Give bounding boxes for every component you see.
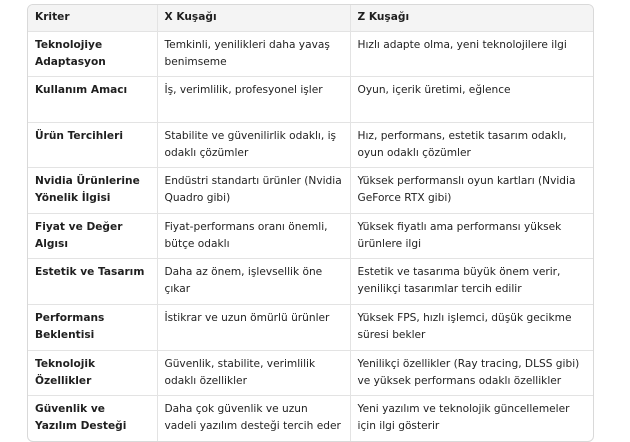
z-generation-cell: Yeni yazılım ve teknolojik güncellemeler için ilgi gösterir bbox=[357, 403, 570, 433]
z-generation-cell: Hız, performans, estetik tasarım odaklı, oyun odaklı çözümler bbox=[350, 122, 593, 168]
table-row bbox=[28, 213, 593, 259]
table-row bbox=[28, 259, 593, 305]
z-generation-cell: Yüksek performanslı oyun kartları (Nvidia GeForce RTX gibi) bbox=[350, 168, 593, 214]
z-generation-cell: Yüksek FPS, hızlı işlemci, düşük gecikme süresi bekler bbox=[350, 305, 593, 351]
table-row bbox=[28, 77, 593, 123]
criterion-cell: Fiyat ve Değer Algısı bbox=[28, 213, 157, 259]
table-row bbox=[28, 350, 593, 396]
z-generation-cell: Yüksek fiyatlı ama performansı yüksek ürünlere ilgi bbox=[350, 213, 593, 259]
z-generation-cell: Hızlı adapte olma, yeni teknolojilere ilgi bbox=[350, 31, 593, 77]
comparison-table-container bbox=[27, 4, 594, 442]
criterion-cell: Teknolojik Özellikler bbox=[28, 350, 157, 396]
x-generation-cell: Fiyat-performans oranı önemli, bütçe odaklı bbox=[157, 213, 350, 259]
z-generation-cell: Yenilikçi özellikler (Ray tracing, DLSS gibi) ve yüksek performans odaklı özellikler bbox=[350, 350, 593, 396]
table-header-row bbox=[28, 5, 593, 31]
header-x-kusagi: X Kuşağı bbox=[157, 5, 350, 31]
criterion-cell: Güvenlik ve Yazılım Desteği bbox=[28, 396, 157, 442]
x-generation-cell: Temkinli, yenilikleri daha yavaş benimseme bbox=[157, 31, 350, 77]
table-row bbox=[28, 31, 593, 77]
x-generation-cell: Stabilite ve güvenilirlik odaklı, iş odaklı çözümler bbox=[157, 122, 350, 168]
table-row bbox=[28, 122, 593, 168]
x-generation-cell: Daha çok güvenlik ve uzun vadeli yazılım desteği tercih eder bbox=[157, 396, 350, 442]
z-generation-cell: Estetik ve tasarıma büyük önem verir, yenilikçi tasarımlar tercih edilir bbox=[350, 259, 593, 305]
header-z-kusagi: Z Kuşağı bbox=[350, 5, 593, 31]
criterion-cell: Estetik ve Tasarım bbox=[28, 259, 157, 305]
comparison-table bbox=[28, 5, 593, 441]
x-generation-cell: İş, verimlilik, profesyonel işler bbox=[157, 77, 350, 123]
criterion-cell: Teknolojiye Adaptasyon bbox=[28, 31, 157, 77]
x-generation-cell: Güvenlik, stabilite, verimlilik odaklı özellikler bbox=[157, 350, 350, 396]
criterion-cell: Ürün Tercihleri bbox=[28, 122, 157, 168]
x-generation-cell: Endüstri standartı ürünler (Nvidia Quadro gibi) bbox=[157, 168, 350, 214]
table-row bbox=[28, 168, 593, 214]
criterion-cell: Performans Beklentisi bbox=[28, 305, 157, 351]
table-row bbox=[28, 305, 593, 351]
x-generation-cell: Daha az önem, işlevsellik öne çıkar bbox=[157, 259, 350, 305]
z-generation-cell: Oyun, içerik üretimi, eğlence bbox=[350, 77, 593, 123]
criterion-cell: Kullanım Amacı bbox=[28, 77, 157, 123]
x-generation-cell: İstikrar ve uzun ömürlü ürünler bbox=[157, 305, 350, 351]
table-row bbox=[28, 396, 593, 442]
header-kriter: Kriter bbox=[28, 5, 157, 31]
criterion-cell: Nvidia Ürünlerine Yönelik İlgisi bbox=[28, 168, 157, 214]
